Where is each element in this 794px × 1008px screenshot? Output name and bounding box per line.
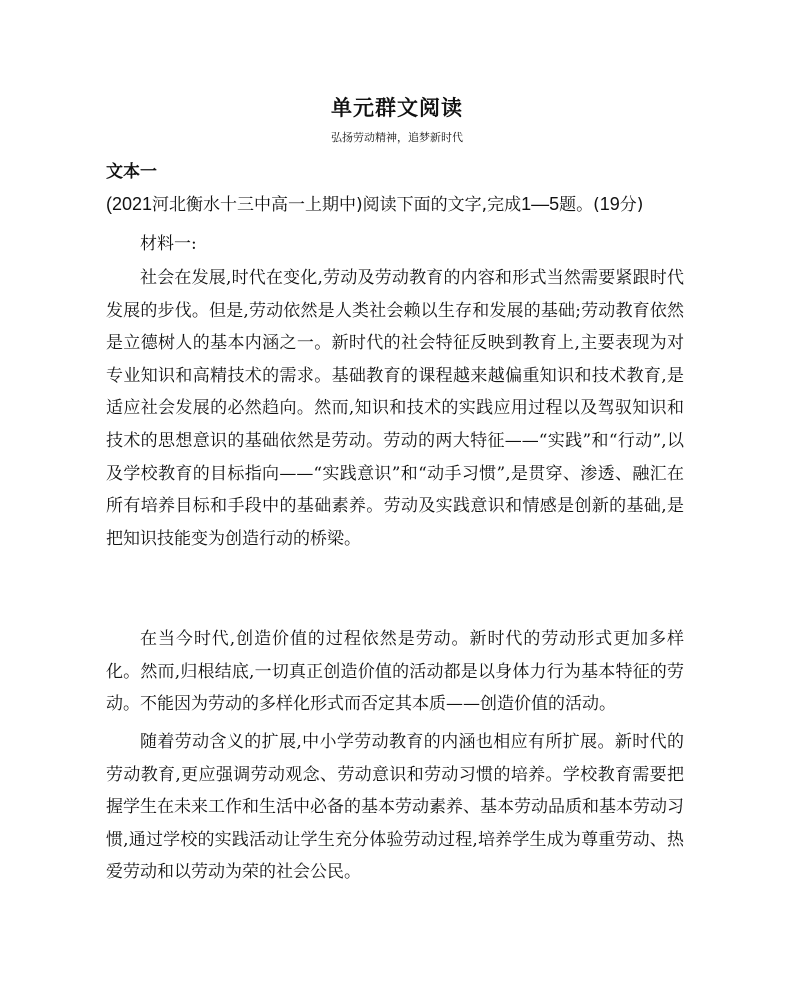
source-text-a: 河北衡水十三中高一上期中)阅读下面的文字,完成	[152, 195, 522, 215]
body-paragraph-1: 社会在发展,时代在变化,劳动及劳动教育的内容和形式当然需要紧跟时代发展的步伐。但是,劳动依然是人类社会赖以生存和发展的基础;劳动教育依然是立德树人的基本内涵之一。新时代的社会特征反映到教育上,主要表现为对专业知识和高精技术的需求。基础教育的课程越来越偏重知识和技术教育,是适应社会发展的必然趋向。然而,知识和技术的实践应用过程以及驾驭知识和技术的思想意识的基础依然是劳动。劳动的两大特征——“实践”和“行动”,以及学校教育的目标指向——“实践意识”和“动手习惯”,是贯穿、渗透、融汇在所有培养目标和手段中的基础素养。劳动及实践意识和情感是创新的基础,是把知识技能变为创造行动的桥梁。	[106, 268, 684, 549]
body-paragraph-2: 在当今时代,创造价值的过程依然是劳动。新时代的劳动形式更加多样化。然而,归根结底,一切真正创造价值的活动都是以身体力行为基本特征的劳动。不能因为劳动的多样化形式而否定其本质——创造价值的活动。	[106, 629, 684, 715]
source-year: (2021	[106, 194, 153, 214]
source-text-c: 分)	[619, 195, 644, 215]
section-heading: 文本一	[106, 162, 157, 182]
source-text-b: 题。(	[559, 195, 600, 215]
page-title: 单元群文阅读	[331, 96, 463, 120]
source-question-range: 1—5	[521, 194, 560, 214]
page-subtitle: 弘扬劳动精神，追梦新时代	[331, 131, 463, 144]
material-label: 材料一:	[140, 234, 197, 254]
source-score: 19	[599, 194, 620, 214]
source-line	[106, 190, 706, 215]
body-paragraph-3: 随着劳动含义的扩展,中小学劳动教育的内涵也相应有所扩展。新时代的劳动教育,更应强调劳动观念、劳动意识和劳动习惯的培养。学校教育需要把握学生在未来工作和生活中必备的基本劳动素养、基本劳动品质和基本劳动习惯,通过学校的实践活动让学生充分体验劳动过程,培养学生成为尊重劳动、热爱劳动和以劳动为荣的社会公民。	[106, 732, 684, 883]
